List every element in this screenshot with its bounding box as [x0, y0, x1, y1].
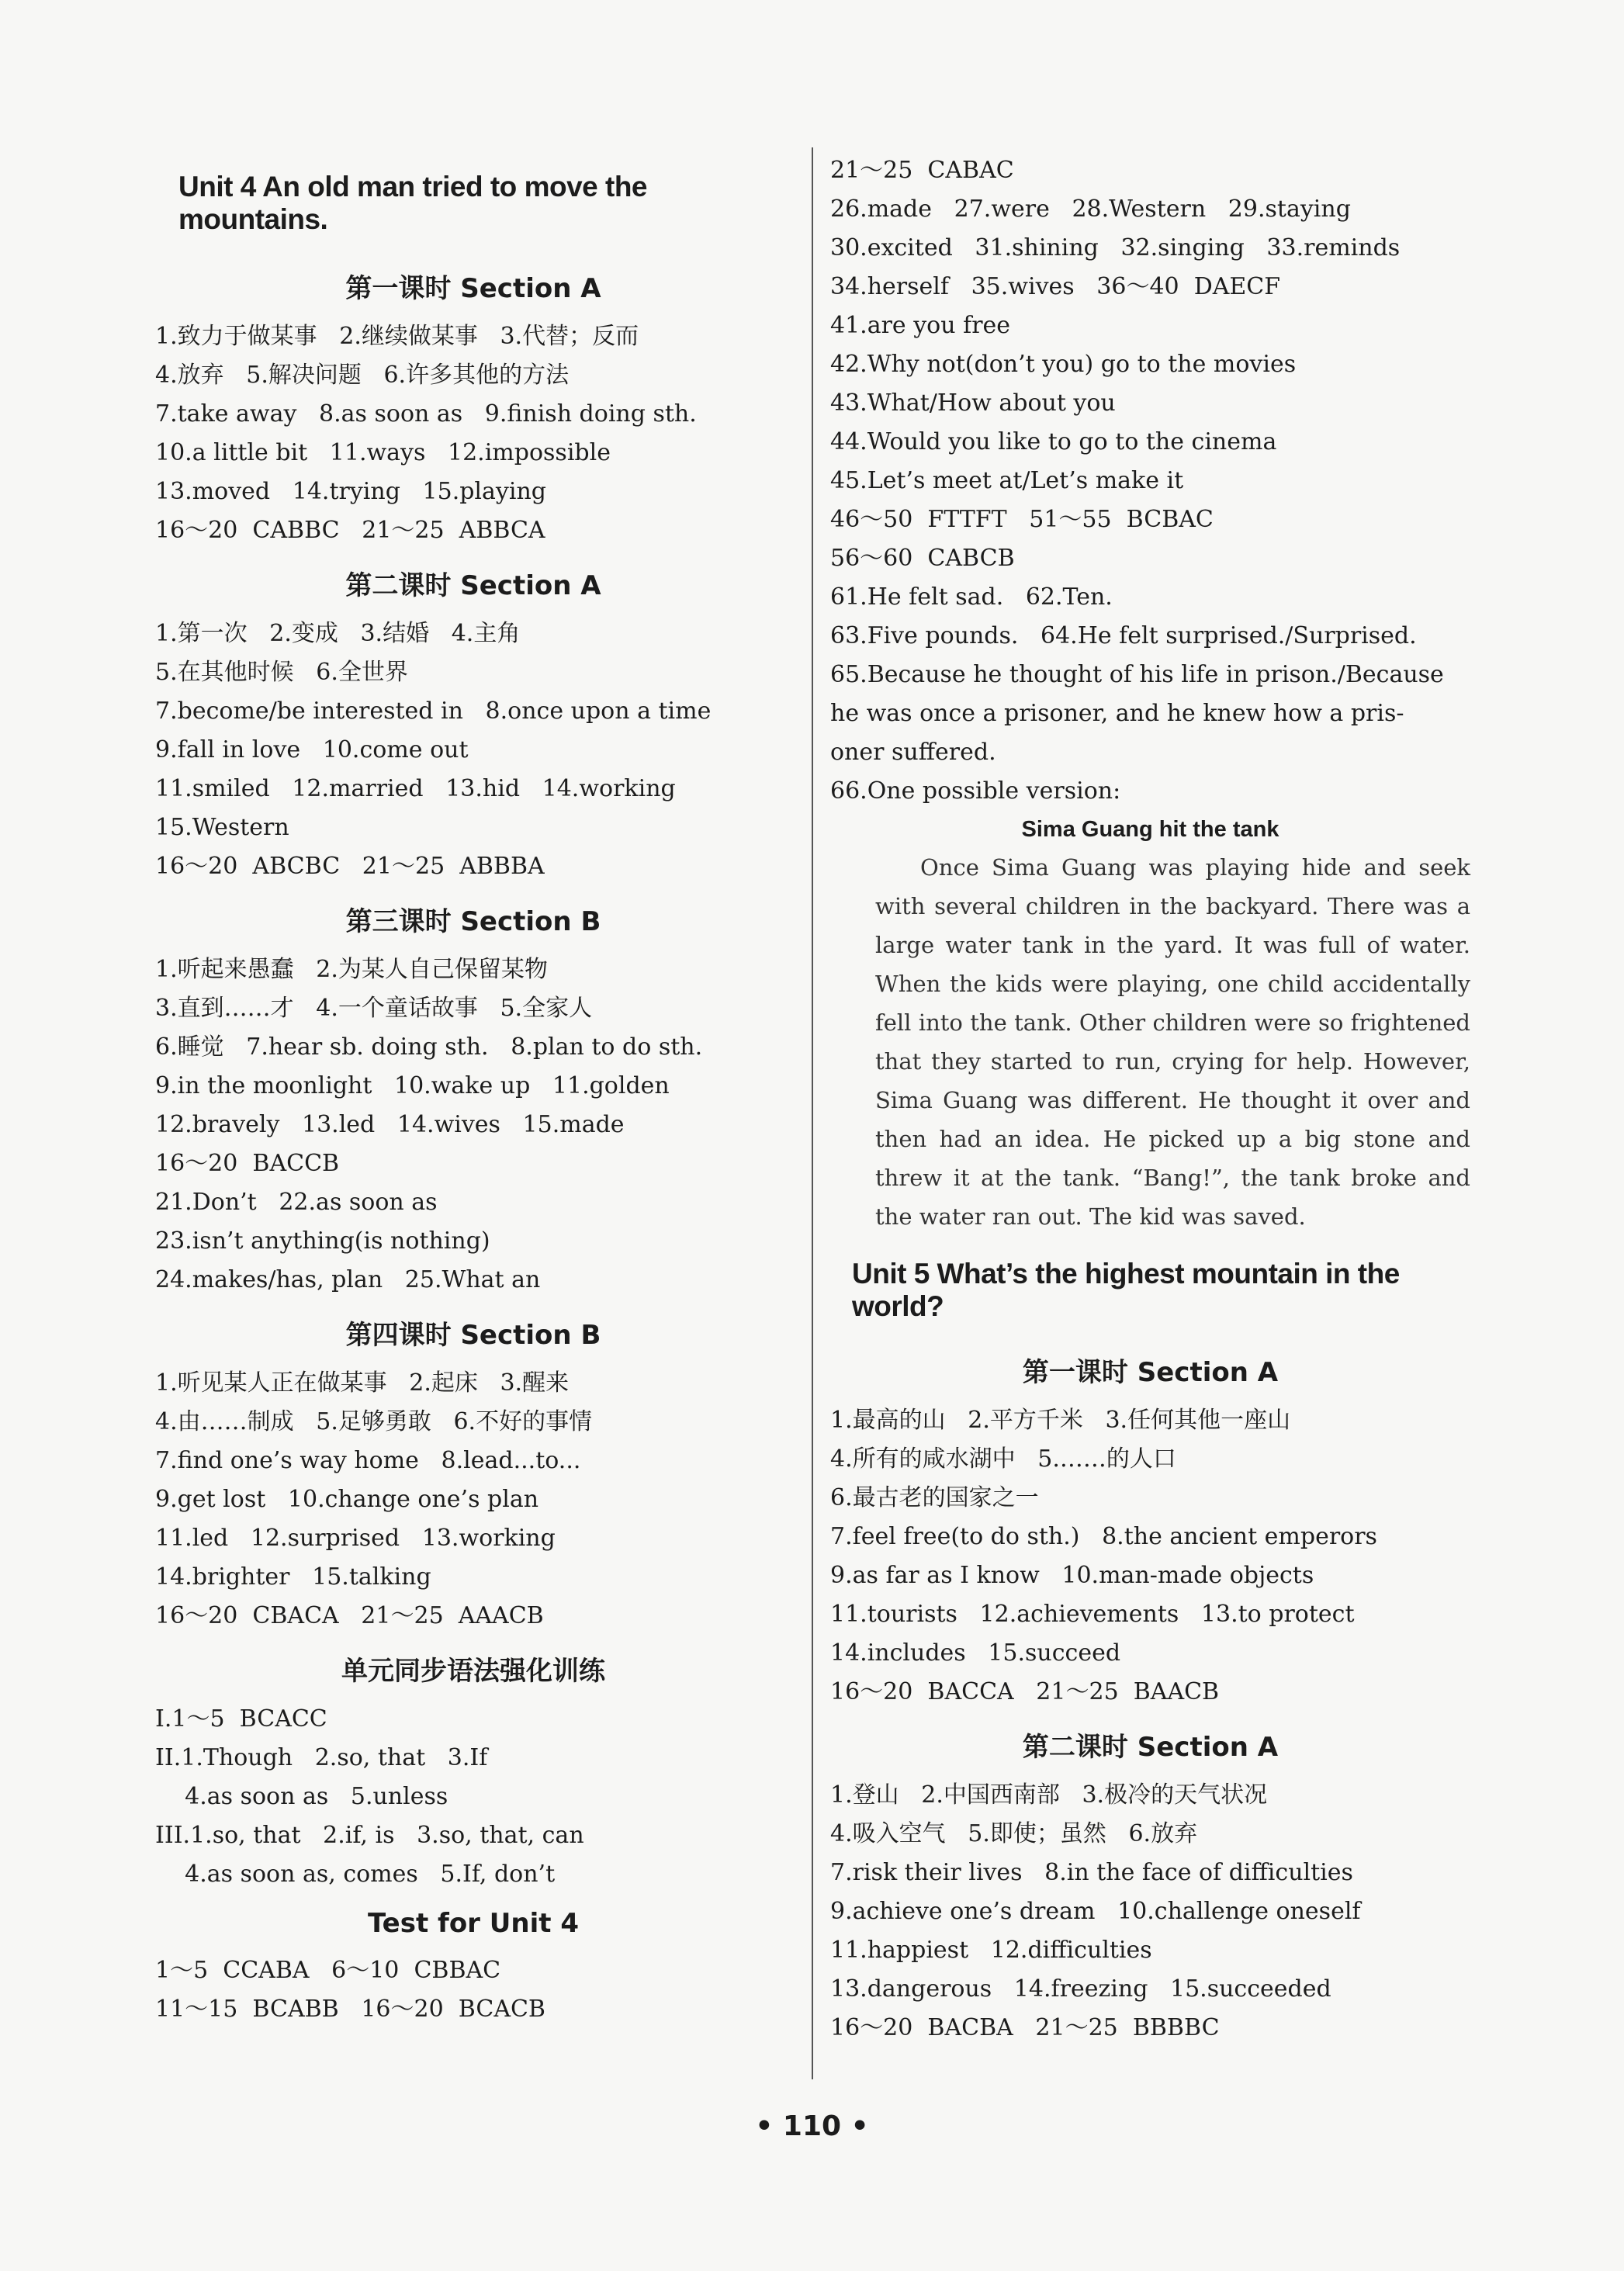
story-text: Once Sima Guang was playing hide and seek with several children in the backyard. There was a large water tank in the yard. It was full of water. When the kids were playing, one child accidentally fell into the tank. Other children were so frightened that they started to run, crying for help. However, Sima Guang was different. He thought it over and then had an idea. He picked up a big stone and threw it at the tank. “Bang!”, the tank broke and the water ran out. The kid was saved. [875, 854, 1470, 1230]
answer-line: 1.听见某人正在做某事 2.起床 3.醒来 [155, 1369, 570, 1397]
section-title: 第三课时 Section B [345, 906, 601, 937]
answer-line: 16～20 ABCBC 21～25 ABBBA [155, 853, 545, 880]
answer-block [155, 317, 791, 550]
answer-line: 5.在其他时候 6.全世界 [155, 659, 408, 686]
answer-line: 9.get lost 10.change one’s plan [155, 1486, 539, 1513]
answer-line: 7.feel free(to do sth.) 8.the ancient emperors [830, 1523, 1377, 1550]
answer-line: 4.放弃 5.解决问题 6.许多其他的方法 [155, 362, 570, 389]
answer-line: 13.moved 14.trying 15.playing [155, 478, 546, 505]
answer-line: 7.become/be interested in 8.once upon a time [155, 698, 712, 725]
answer-line: II.1.Though 2.so, that 3.If [155, 1744, 488, 1771]
answer-line: 9.achieve one’s dream 10.challenge oneself [830, 1898, 1361, 1925]
answer-line: 61.He felt sad. 62.Ten. [830, 583, 1113, 611]
answer-line: 1.登山 2.中国西南部 3.极冷的天气状况 [830, 1781, 1268, 1809]
answer-line: 1.最高的山 2.平方千米 3.任何其他一座山 [830, 1407, 1291, 1434]
answer-line: 10.a little bit 11.ways 12.impossible [155, 439, 611, 466]
answer-line: 63.Five pounds. 64.He felt surprised./Surprised. [830, 622, 1417, 649]
section-title: 第一课时 Section A [1022, 1357, 1279, 1388]
answer-line: I.1～5 BCACC [155, 1705, 327, 1733]
answer-block [155, 1700, 791, 1894]
answer-line: 9.as far as I know 10.man-made objects [830, 1562, 1314, 1589]
answer-line: 14.brighter 15.talking [155, 1563, 431, 1591]
answer-line: 16～20 BACBA 21～25 BBBBC [830, 2014, 1220, 2041]
answer-line: 12.bravely 13.led 14.wives 15.made [155, 1111, 625, 1138]
answer-line: 16～20 CBACA 21～25 AAACB [155, 1602, 544, 1629]
answer-line: 11.led 12.surprised 13.working [155, 1525, 556, 1552]
answer-line: 4.as soon as 5.unless [155, 1783, 448, 1810]
answer-line: 66.One possible version: [830, 777, 1121, 805]
unit-5-title: Unit 5 What’s the highest mountain in the world? [852, 1258, 1400, 1322]
answer-line: 41.are you free [830, 312, 1011, 339]
answer-line: 4.由……制成 5.足够勇敢 6.不好的事情 [155, 1408, 593, 1435]
answer-line: III.1.so, that 2.if, is 3.so, that, can [155, 1822, 584, 1849]
answer-line: 21～25 CABAC [830, 157, 1014, 184]
left-column [155, 147, 791, 2029]
answer-line: 30.excited 31.shining 32.singing 33.reminds [830, 234, 1401, 261]
answer-block [155, 1951, 791, 2029]
answer-line: 44.Would you like to go to the cinema [830, 428, 1277, 455]
section-title: 第二课时 Section A [1022, 1732, 1279, 1763]
answer-line: 26.made 27.were 28.Western 29.staying [830, 196, 1351, 223]
answer-block [155, 950, 791, 1300]
column-divider [812, 147, 813, 2079]
answer-line: 4.as soon as, comes 5.If, don’t [155, 1861, 556, 1888]
answer-block [830, 151, 1470, 811]
grammar-title: 单元同步语法强化训练 [341, 1656, 605, 1687]
answer-line: 9.fall in love 10.come out [155, 736, 469, 763]
answer-line: 16～20 BACCB [155, 1150, 340, 1177]
answer-line: 16～20 CABBC 21～25 ABBCA [155, 517, 545, 544]
answer-line: 4.吸入空气 5.即使；虽然 6.放弃 [830, 1820, 1198, 1847]
section-title: 第四课时 Section B [345, 1320, 601, 1351]
answer-line: 14.includes 15.succeed [830, 1639, 1121, 1667]
answer-line: 21.Don’t 22.as soon as [155, 1189, 438, 1216]
answer-line: 11.smiled 12.married 13.hid 14.working [155, 775, 676, 802]
answer-line: 42.Why not(don’t you) go to the movies [830, 351, 1297, 378]
answer-line: 23.isn’t anything(is nothing) [155, 1227, 490, 1255]
answer-line: 43.What/How about you [830, 389, 1116, 417]
section-title: 第一课时 Section A [345, 273, 601, 304]
right-column [830, 151, 1470, 2048]
answer-line: 65.Because he thought of his life in prison./Because [830, 661, 1444, 688]
answer-line: 11.tourists 12.achievements 13.to protect [830, 1601, 1355, 1628]
story-title: Sima Guang hit the tank [1021, 817, 1279, 842]
answer-line: he was once a prisoner, and he knew how a pris- [830, 700, 1404, 727]
answer-line: 1.致力于做某事 2.继续做某事 3.代替；反而 [155, 323, 639, 350]
answer-line: 13.dangerous 14.freezing 15.succeeded [830, 1975, 1331, 2003]
answer-block [830, 1776, 1470, 2048]
unit-4-title: Unit 4 An old man tried to move the mountains. [178, 171, 648, 235]
test-title: Test for Unit 4 [367, 1908, 580, 1939]
answer-line: 15.Western [155, 814, 289, 841]
answer-line: 45.Let’s meet at/Let’s make it [830, 467, 1184, 494]
answer-line: 3.直到……才 4.一个童话故事 5.全家人 [155, 995, 593, 1022]
answer-line: 1.第一次 2.变成 3.结婚 4.主角 [155, 620, 521, 647]
answer-block [830, 1401, 1470, 1712]
answer-line: 6.最古老的国家之一 [830, 1484, 1039, 1511]
answer-line: 24.makes/has, plan 25.What an [155, 1266, 541, 1293]
answer-line: 1.听起来愚蠢 2.为某人自己保留某物 [155, 956, 548, 983]
answer-line: 7.find one’s way home 8.lead...to... [155, 1447, 581, 1474]
answer-block [155, 614, 791, 886]
answer-block [155, 1364, 791, 1636]
answer-line: 4.所有的咸水湖中 5.……的人口 [830, 1445, 1176, 1473]
answer-line: 1～5 CCABA 6～10 CBBAC [155, 1957, 501, 1984]
section-title: 第二课时 Section A [345, 570, 601, 601]
answer-line: 7.take away 8.as soon as 9.finish doing sth. [155, 400, 697, 428]
answer-line: 16～20 BACCA 21～25 BAACB [830, 1678, 1220, 1705]
page-number: • 110 • [755, 2110, 869, 2142]
answer-line: 11.happiest 12.difficulties [830, 1937, 1152, 1964]
answer-line: 11～15 BCABB 16～20 BCACB [155, 1996, 545, 2023]
answer-line: 34.herself 35.wives 36～40 DAECF [830, 273, 1281, 300]
answer-line: 9.in the moonlight 10.wake up 11.golden [155, 1072, 670, 1099]
answer-line: 56～60 CABCB [830, 545, 1015, 572]
answer-line: 7.risk their lives 8.in the face of difficulties [830, 1859, 1353, 1886]
answer-line: 46～50 FTTFT 51～55 BCBAC [830, 506, 1214, 533]
answer-line: 6.睡觉 7.hear sb. doing sth. 8.plan to do sth. [155, 1033, 703, 1061]
answer-line: oner suffered. [830, 739, 996, 766]
